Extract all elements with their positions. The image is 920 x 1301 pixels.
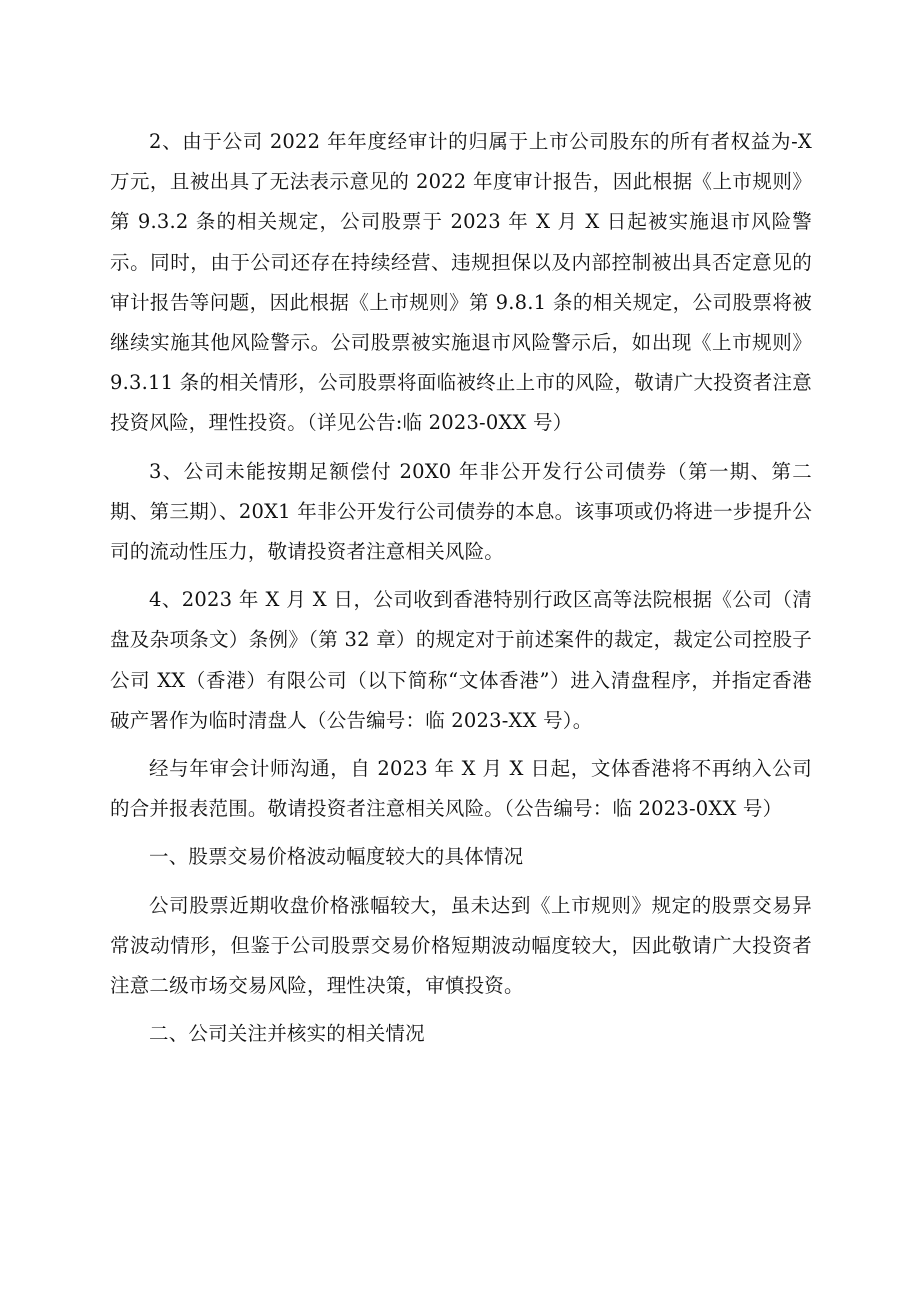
paragraph-risk-warning: 2、由于公司 2022 年年度经审计的归属于上市公司股东的所有者权益为-X 万元，且被出具了无法表示意见的 2022 年度审计报告，因此根据《上市规则》第 9.3.2 条的相关规定，公司股票于 2023 年 X 月 X 日起被实施退市风险警示。同时，由于公司还存在持续经营、违规担保以及内部控制被出具否定意见的审计报告等问题，因此根据《上市规则》第 9.8.1 条的相关规定，公司股票将被继续实施其他风险警示。公司股票被实施退市风险警示后，如出现《上市规则》9.3.11 条的相关情形，公司股票将面临被终止上市的风险，敬请广大投资者注意投资风险，理性投资。（详见公告:临 2023-0XX 号） [110,130,812,435]
paragraph-price-volatility: 公司股票近期收盘价格涨幅较大，虽未达到《上市规则》规定的股票交易异常波动情形，但鉴于公司股票交易价格短期波动幅度较大，因此敬请广大投资者注意二级市场交易风险，理性决策，审慎投资。 [110,893,812,998]
paragraph-bond-repayment: 3、公司未能按期足额偿付 20X0 年非公开发行公司债券（第一期、第二期、第三期）、20X1 年非公开发行公司债券的本息。该事项或仍将进一步提升公司的流动性压力，敬请投资者注意相关风险。 [110,459,812,564]
paragraph-liquidation-ruling: 4、2023 年 X 月 X 日，公司收到香港特别行政区高等法院根据《公司（清盘及杂项条文）条例》（第 32 章）的规定对于前述案件的裁定，裁定公司控股子公司 XX（香港）有限公司（以下简称“文体香港”）进入清盘程序，并指定香港破产署作为临时清盘人（公告编号：临 2023-XX 号）。 [110,588,812,732]
paragraph-consolidation-scope: 经与年审会计师沟通，自 2023 年 X 月 X 日起，文体香港将不再纳入公司的合并报表范围。敬请投资者注意相关风险。（公告编号：临 2023-0XX 号） [110,757,812,821]
section-heading-verification: 二、公司关注并核实的相关情况 [149,1022,425,1046]
section-heading-price-volatility: 一、股票交易价格波动幅度较大的具体情况 [149,845,524,869]
document-body [110,122,812,1062]
